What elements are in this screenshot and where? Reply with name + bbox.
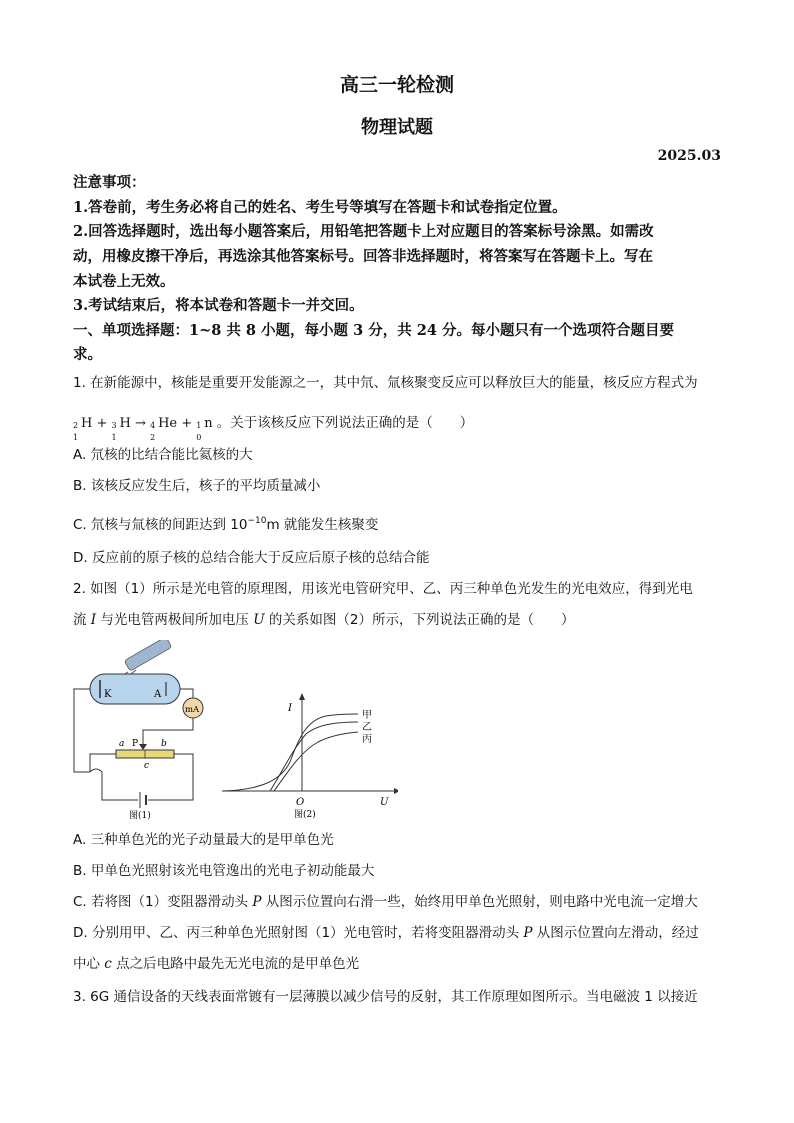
curve-yi: [270, 722, 358, 791]
label-A: A: [154, 689, 162, 700]
eq-plus: +: [181, 416, 193, 431]
eq-arrow: →: [135, 416, 146, 431]
wire: [143, 718, 193, 746]
symbol-P: P: [523, 925, 533, 941]
q2-stem-text: 流: [73, 612, 91, 628]
q1-option-c-exponent: −10: [247, 516, 267, 526]
q2-stem-line-2: [73, 605, 723, 635]
eq-symbol: n: [204, 416, 213, 431]
axis-label-U: U: [380, 797, 389, 808]
notice-heading: 注意事项：: [73, 174, 146, 191]
exam-date: 2025.03: [657, 148, 721, 164]
i-axis-arrow-icon: [299, 693, 305, 700]
eq-symbol: He: [158, 416, 178, 431]
notice-item-1: 1.答卷前，考生务必将自己的姓名、考生号等填写在答题卡和试卷指定位置。: [73, 199, 567, 216]
wire: [102, 772, 138, 800]
section-1-heading-cont: 求。: [73, 346, 102, 363]
q2-option-d-text: 从图示位置向左滑动，经过: [532, 925, 699, 941]
legend-jia: 甲: [362, 710, 372, 721]
eq-mass-number: 2: [73, 420, 79, 430]
eq-symbol: H: [81, 416, 93, 431]
symbol-P: P: [252, 894, 262, 910]
symbol-current: I: [90, 612, 97, 628]
subject-title: 物理试题: [361, 117, 433, 138]
eq-charge-number: 1: [111, 432, 117, 442]
notice-item-2-line-3: 本试卷上无效。: [73, 273, 175, 290]
q2-option-d-line-2: [73, 949, 723, 979]
q2-option-d: [73, 918, 723, 948]
q2-option-b: B. 甲单色光照射该光电管逸出的光电子初动能最大: [73, 863, 375, 879]
eq-symbol: H: [119, 416, 131, 431]
q3-stem-line-1: 3. 6G 通信设备的天线表面常镀有一层薄膜以减少信号的反射，其工作原理如图所示。当电磁波 1 以接近: [73, 989, 698, 1005]
origin-label: O: [296, 797, 305, 808]
exam-title: 高三一轮检测: [339, 74, 454, 96]
eq-mass-number: 4: [150, 420, 156, 430]
q2-option-a: A. 三种单色光的光子动量最大的是甲单色光: [73, 832, 334, 848]
label-c: c: [144, 761, 150, 771]
legend-yi: 乙: [362, 722, 372, 733]
figure-2-caption: 图(2): [294, 810, 316, 820]
q1-option-a: A. 氘核的比结合能比氦核的大: [73, 447, 253, 463]
q1-option-c-pre: C. 氘核与氚核的间距达到 10: [73, 517, 248, 533]
curve-jia: [222, 714, 358, 791]
q1-equation: [73, 416, 217, 442]
q1-stem-tail: 。关于该核反应下列说法正确的是（ ）: [216, 415, 474, 431]
wire: [74, 689, 90, 772]
q2-stem-line-1: 2. 如图（1）所示是光电管的原理图，用该光电管研究甲、乙、丙三种单色光发生的光电效应，得到光电: [73, 581, 693, 597]
q2-stem-text: 的关系如图（2）所示，下列说法正确的是（ ）: [264, 612, 575, 628]
label-a: a: [119, 739, 125, 749]
q2-option-c-text: 从图示位置向右滑一些，始终用甲单色光照射，则电路中光电流一定增大: [261, 894, 698, 910]
q2-option-c: [73, 887, 723, 917]
wire: [148, 754, 193, 800]
figure-1-caption: 图(1): [129, 811, 151, 821]
section-1-heading: 一、单项选择题：1~8 共 8 小题，每小题 3 分，共 24 分。每小题只有一个选项符合题目要: [73, 322, 675, 339]
q2-option-d-text: D. 分别用甲、乙、丙三种单色光照射图（1）光电管时，若将变阻器滑动头: [73, 925, 524, 941]
eq-charge-number: 1: [73, 432, 79, 442]
q2-stem-text: 与光电管两极间所加电压: [96, 612, 254, 628]
legend-bing: 丙: [362, 734, 372, 745]
q1-stem-line-2: [73, 408, 723, 442]
q1-option-b: B. 该核反应发生后，核子的平均质量减小: [73, 478, 321, 494]
symbol-c: c: [104, 956, 112, 972]
label-b: b: [161, 739, 167, 749]
label-P: P: [132, 739, 139, 749]
wire-crossing: [90, 769, 102, 772]
notice-item-2-line-1: 2.回答选择题时，选出每小题答案后，用铅笔把答题卡上对应题目的答案标号涂黑。如需改: [73, 223, 654, 240]
axis-label-I: I: [288, 703, 292, 714]
eq-mass-number: 1: [196, 420, 202, 430]
eq-charge-number: 2: [150, 432, 156, 442]
slider-arrow-icon: [139, 744, 147, 750]
figure-1-circuit: [66, 640, 216, 822]
curve-bing: [274, 732, 358, 791]
q1-option-c: [73, 506, 723, 540]
wire: [180, 689, 193, 698]
eq-charge-number: 0: [196, 432, 202, 442]
q2-option-d-text: 点之后电路中最先无光电流的是甲单色光: [111, 956, 360, 972]
symbol-voltage: U: [253, 612, 265, 628]
q1-option-d: D. 反应前的原子核的总结合能大于反应后原子核的总结合能: [73, 550, 430, 566]
q2-option-c-text: C. 若将图（1）变阻器滑动头: [73, 894, 253, 910]
q1-option-c-post: m 就能发生核聚变: [266, 517, 379, 533]
q1-stem-line-1: 1. 在新能源中，核能是重要开发能源之一，其中氘、氚核聚变反应可以释放巨大的能量，核反应方程式为: [73, 375, 698, 391]
label-K: K: [104, 689, 112, 700]
figure-2-iu-graph: [218, 690, 398, 822]
eq-plus: +: [96, 416, 108, 431]
notice-item-3: 3.考试结束后，将本试卷和答题卡一并交回。: [73, 297, 364, 314]
light-source-icon: [124, 640, 172, 671]
eq-mass-number: 3: [111, 420, 117, 430]
u-axis-arrow-icon: [394, 788, 398, 794]
q2-option-d-text: 中心: [73, 956, 105, 972]
notice-item-2-line-2: 动，用橡皮擦干净后，再选涂其他答案标号。回答非选择题时，将答案写在答题卡上。写在: [73, 248, 653, 265]
label-mA: mA: [185, 705, 200, 715]
